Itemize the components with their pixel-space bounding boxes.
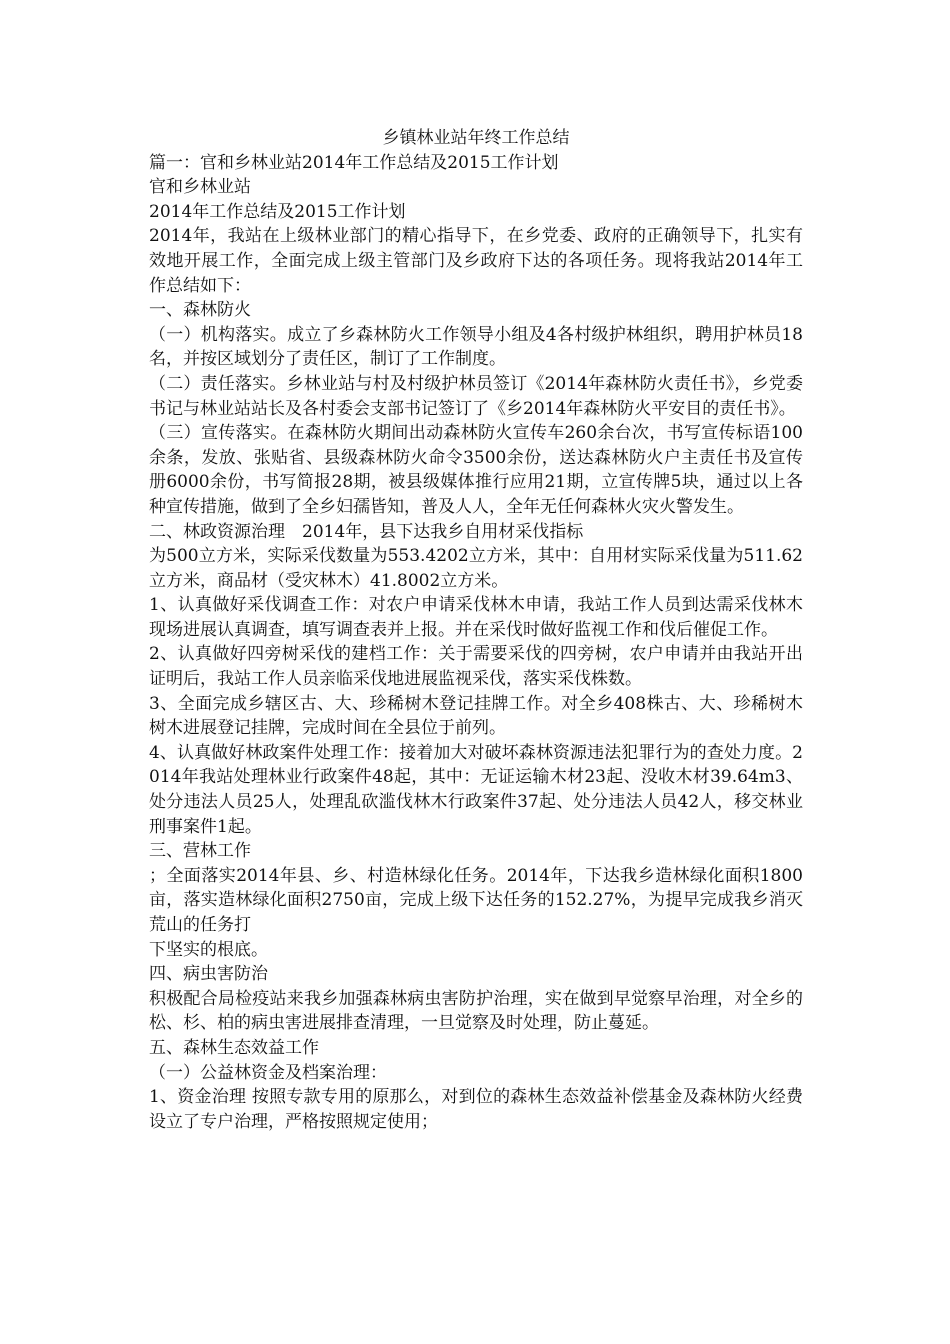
paragraph: （二）责任落实。乡林业站与村及村级护林员签订《2014年森林防火责任书》，乡党委书记与林业站站长及各村委会支部书记签订了《乡2014年森林防火平安目的责任书》。 [149,373,803,419]
paragraph: ；全面落实2014年县、乡、村造林绿化任务。2014年，下达我乡造林绿化面积1800亩，落实造林绿化面积2750亩，完成上级下达任务的152.27%，为提早完成我乡消灭荒山的任务打 [149,865,803,935]
paragraph: 4、认真做好林政案件处理工作：接着加大对破坏森林资源违法犯罪行为的查处力度。2014年我站处理林业行政案件48起，其中：无证运输木材23起、没收木材39.64m3、处分违法人员25人，处理乱砍滥伐林木行政案件37起、处分违法人员42人，移交林业刑事案件1起。 [149,742,803,837]
paragraph: 下坚实的根底。 [149,939,268,960]
paragraph: （一）机构落实。成立了乡森林防火工作领导小组及4各村级护林组织，聘用护林员18名，并按区域划分了责任区，制订了工作制度。 [149,324,803,370]
section-heading: 四、病虫害防治 [149,964,268,985]
paragraph: 2014年，我站在上级林业部门的精心指导下，在乡党委、政府的正确领导下，扎实有效地开展工作，全面完成上级主管部门及乡政府下达的各项任务。现将我站2014年工作总结如下： [149,226,803,296]
paragraph: （一）公益林资金及档案治理： [149,1062,387,1083]
paragraph: 1、认真做好采伐调查工作：对农户申请采伐林木申请，我站工作人员到达需采伐林木现场进展认真调查，填写调查表并上报。并在采伐时做好监视工作和伐后催促工作。 [149,595,803,640]
paragraph: 2、认真做好四旁树采伐的建档工作：关于需要采伐的四旁树，农户申请并由我站开出证明后，我站工作人员亲临采伐地进展监视采伐，落实采伐株数。 [149,644,803,690]
paragraph: 官和乡林业站 [149,177,251,198]
paragraph: 篇一：官和乡林业站2014年工作总结及2015工作计划 [149,152,559,173]
paragraph: 3、全面完成乡辖区古、大、珍稀树木登记挂牌工作。对全乡408株古、大、珍稀树木树木进展登记挂牌，完成时间在全县位于前列。 [149,693,803,739]
paragraph: 积极配合局检疫站来我乡加强森林病虫害防护治理，实在做到早觉察早治理，对全乡的松、杉、柏的病虫害进展排查清理，一旦觉察及时处理，防止蔓延。 [149,988,803,1034]
section-heading: 三、营林工作 [149,841,251,862]
section-heading: 五、森林生态效益工作 [149,1037,319,1058]
paragraph: （三）宣传落实。在森林防火期间出动森林防火宣传车260余台次，书写宣传标语100余条，发放、张贴省、县级森林防火命令3500余份，送达森林防火户主责任书及宣传册6000余份，书写简报28期，被县级媒体推行应用21期，立宣传牌5块，通过以上各种宣传措施，做到了全乡妇孺皆知，普及人人，全年无任何森林火灾火警发生。 [149,423,803,517]
paragraph: 2014年工作总结及2015工作计划 [149,201,406,222]
document-body [149,126,803,1134]
paragraph: 为500立方米，实际采伐数量为553.4202立方米，其中：自用材实际采伐量为511.62立方米，商品材（受灾林木）41.8002立方米。 [149,546,803,591]
paragraph: 1、资金治理 按照专款专用的原那么，对到位的森林生态效益补偿基金及森林防火经费设立了专户治理，严格按照规定使用； [149,1087,803,1132]
section-heading: 一、森林防火 [149,300,251,321]
section-heading: 二、林政资源治理 2014年，县下达我乡自用材采伐指标 [149,521,584,542]
document-title: 乡镇林业站年终工作总结 [382,128,570,148]
